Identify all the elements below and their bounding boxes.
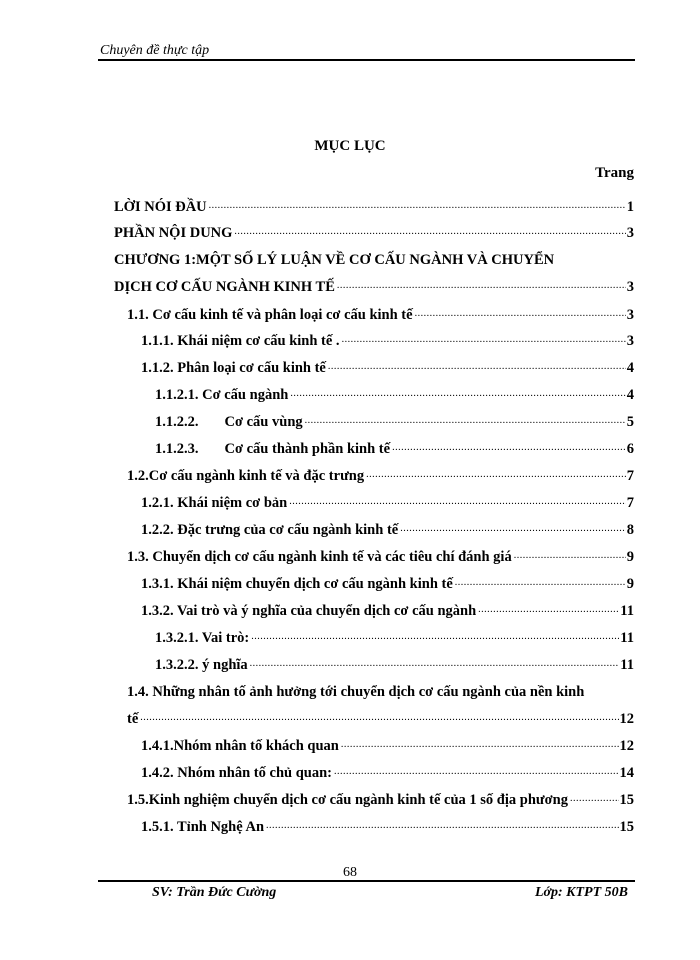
- toc-entry-page: 4: [626, 360, 634, 376]
- toc-entry-1-3-2-1[interactable]: [155, 621, 634, 647]
- toc-entry-1-3[interactable]: [127, 540, 634, 566]
- toc-entry-1-3-2-2[interactable]: [155, 648, 634, 674]
- toc-entry-title: 1.2.Cơ cấu ngành kinh tế và đặc trưng: [127, 468, 365, 484]
- toc-entry-title: tế: [127, 711, 139, 727]
- toc-entry-title: 1.3.2.2. ý nghĩa: [155, 657, 248, 673]
- toc-entry-title: 1.3.2. Vai trò và ý nghĩa của chuyển dịch cơ cấu ngành: [141, 603, 477, 619]
- running-header-title: Chuyên đề thực tập: [100, 43, 210, 58]
- toc-entry-1-1-2-2[interactable]: [155, 405, 634, 431]
- toc-entry-1-4-line1[interactable]: [127, 675, 634, 701]
- toc-entry-title-line1: 1.4. Những nhân tố ảnh hưởng tới chuyển dịch cơ cấu ngành của nền kinh: [127, 684, 585, 700]
- toc-entry-phan-noi-dung[interactable]: [114, 216, 634, 242]
- toc-entry-page: 12: [619, 711, 634, 727]
- toc-leader: [234, 225, 625, 239]
- toc-entry-title: 1.3. Chuyển dịch cơ cấu ngành kinh tế và các tiêu chí đánh giá: [127, 549, 512, 565]
- toc-leader: [478, 603, 619, 617]
- toc-entry-page: 9: [626, 549, 634, 565]
- toc-entry-title: Cơ cấu vùng: [224, 414, 303, 430]
- toc-entry-title: LỜI NÓI ĐẦU: [114, 199, 207, 215]
- footer-student-name: SV: Trần Đức Cường: [152, 885, 277, 900]
- toc-leader: [266, 819, 618, 833]
- toc-entry-title: 1.3.1. Khái niệm chuyển dịch cơ cấu ngành kinh tế: [141, 576, 453, 592]
- toc-entry-number: 1.1.2.3.: [155, 441, 199, 457]
- toc-entry-page: 3: [626, 225, 634, 241]
- toc-entry-title: 1.5.1. Tỉnh Nghệ An: [141, 819, 265, 835]
- toc-leader: [334, 765, 619, 779]
- toc-leader: [455, 576, 626, 590]
- toc-entry-page: 11: [620, 657, 634, 673]
- toc-entry-title: 1.4.1.Nhóm nhân tố khách quan: [141, 738, 339, 754]
- toc-entry-page: 7: [626, 495, 634, 511]
- toc-leader: [342, 333, 626, 347]
- toc-entry-page: 7: [626, 468, 634, 484]
- toc-entry-chuong-1-line1[interactable]: [114, 243, 634, 269]
- toc-entry-1-1-2-3[interactable]: [155, 432, 634, 458]
- header-rule: [98, 59, 635, 61]
- toc-entry-title: PHẦN NỘI DUNG: [114, 225, 233, 241]
- toc-entry-title: DỊCH CƠ CẤU NGÀNH KINH TẾ: [114, 279, 335, 295]
- toc-entry-page: 3: [626, 333, 634, 349]
- toc-entry-title: 1.2.1. Khái niệm cơ bản: [141, 495, 288, 511]
- toc-entry-1-4-1[interactable]: [141, 729, 634, 755]
- toc-entry-1-2[interactable]: [127, 459, 634, 485]
- toc-leader: [290, 387, 625, 401]
- toc-leader: [514, 549, 626, 563]
- toc-entry-page: 9: [626, 576, 634, 592]
- toc-entry-1-1-2-1[interactable]: [155, 378, 634, 404]
- toc-entry-1-4[interactable]: [127, 702, 634, 728]
- toc-entry-title: 1.1.2.1. Cơ cấu ngành: [155, 387, 289, 403]
- footer-rule: [98, 880, 635, 882]
- toc-entry-page: 14: [619, 765, 634, 781]
- toc-leader: [140, 711, 618, 725]
- toc-leader: [305, 414, 626, 428]
- toc-entry-title: 1.1.1. Khái niệm cơ cấu kinh tế .: [141, 333, 340, 349]
- toc-entry-page: 6: [626, 441, 634, 457]
- toc-entry-page: 15: [619, 792, 634, 808]
- toc-entry-page: 3: [626, 279, 634, 295]
- toc-entry-page: 15: [619, 819, 634, 835]
- toc-entry-page: 4: [626, 387, 634, 403]
- toc-leader: [366, 468, 626, 482]
- toc-title: MỤC LỤC: [314, 138, 386, 154]
- page-number: 68: [343, 865, 357, 880]
- toc-entry-page: 5: [626, 414, 634, 430]
- toc-leader: [289, 495, 626, 509]
- toc-leader: [341, 738, 619, 752]
- toc-entry-title: 1.1. Cơ cấu kinh tế và phân loại cơ cấu kinh tế: [127, 307, 413, 323]
- toc-entry-title: 1.5.Kinh nghiệm chuyển dịch cơ cấu ngành kinh tế của 1 số địa phương: [127, 792, 568, 808]
- toc-entry-chuong-1[interactable]: [114, 270, 634, 296]
- toc-leader: [328, 360, 626, 374]
- toc-entry-page: 11: [620, 630, 634, 646]
- toc-entry-1-5-1[interactable]: [141, 810, 634, 836]
- toc-entry-title: Cơ cấu thành phần kinh tế: [224, 441, 391, 457]
- toc-leader: [570, 792, 619, 806]
- toc-leader: [250, 657, 620, 671]
- toc-entry-1-5[interactable]: [127, 783, 634, 809]
- toc-leader: [392, 441, 626, 455]
- toc-entry-loi-noi-dau[interactable]: [114, 190, 634, 216]
- toc-leader: [400, 522, 626, 536]
- toc-leader: [209, 199, 626, 213]
- toc-entry-1-1-2[interactable]: [141, 351, 634, 377]
- toc-entry-page: 8: [626, 522, 634, 538]
- toc-entry-page: 3: [626, 307, 634, 323]
- page-column-label: Trang: [595, 165, 634, 181]
- toc-leader: [415, 307, 626, 321]
- toc-entry-1-2-2[interactable]: [141, 513, 634, 539]
- toc-entry-title: 1.3.2.1. Vai trò:: [155, 630, 250, 646]
- toc-entry-1-1[interactable]: [127, 298, 634, 324]
- toc-entry-title: 1.2.2. Đặc trưng của cơ cấu ngành kinh tế: [141, 522, 399, 538]
- toc-entry-title: 1.1.2. Phân loại cơ cấu kinh tế: [141, 360, 326, 376]
- toc-entry-1-2-1[interactable]: [141, 486, 634, 512]
- footer-class: Lớp: KTPT 50B: [534, 885, 628, 900]
- toc-entry-1-1-1[interactable]: [141, 324, 634, 350]
- toc-entry-page: 12: [619, 738, 634, 754]
- toc-entry-1-4-2[interactable]: [141, 756, 634, 782]
- toc-entry-page: 1: [626, 199, 634, 215]
- toc-leader: [337, 279, 626, 293]
- toc-entry-page: 11: [620, 603, 634, 619]
- toc-entry-number: 1.1.2.2.: [155, 414, 199, 430]
- toc-entry-title-line1: CHƯƠNG 1:MỘT SỐ LÝ LUẬN VỀ CƠ CẤU NGÀNH VÀ CHUYỂN: [114, 252, 555, 268]
- toc-entry-title: 1.4.2. Nhóm nhân tố chủ quan:: [141, 765, 332, 781]
- toc-entry-1-3-1[interactable]: [141, 567, 634, 593]
- toc-entry-1-3-2[interactable]: [141, 594, 634, 620]
- toc-leader: [251, 630, 619, 644]
